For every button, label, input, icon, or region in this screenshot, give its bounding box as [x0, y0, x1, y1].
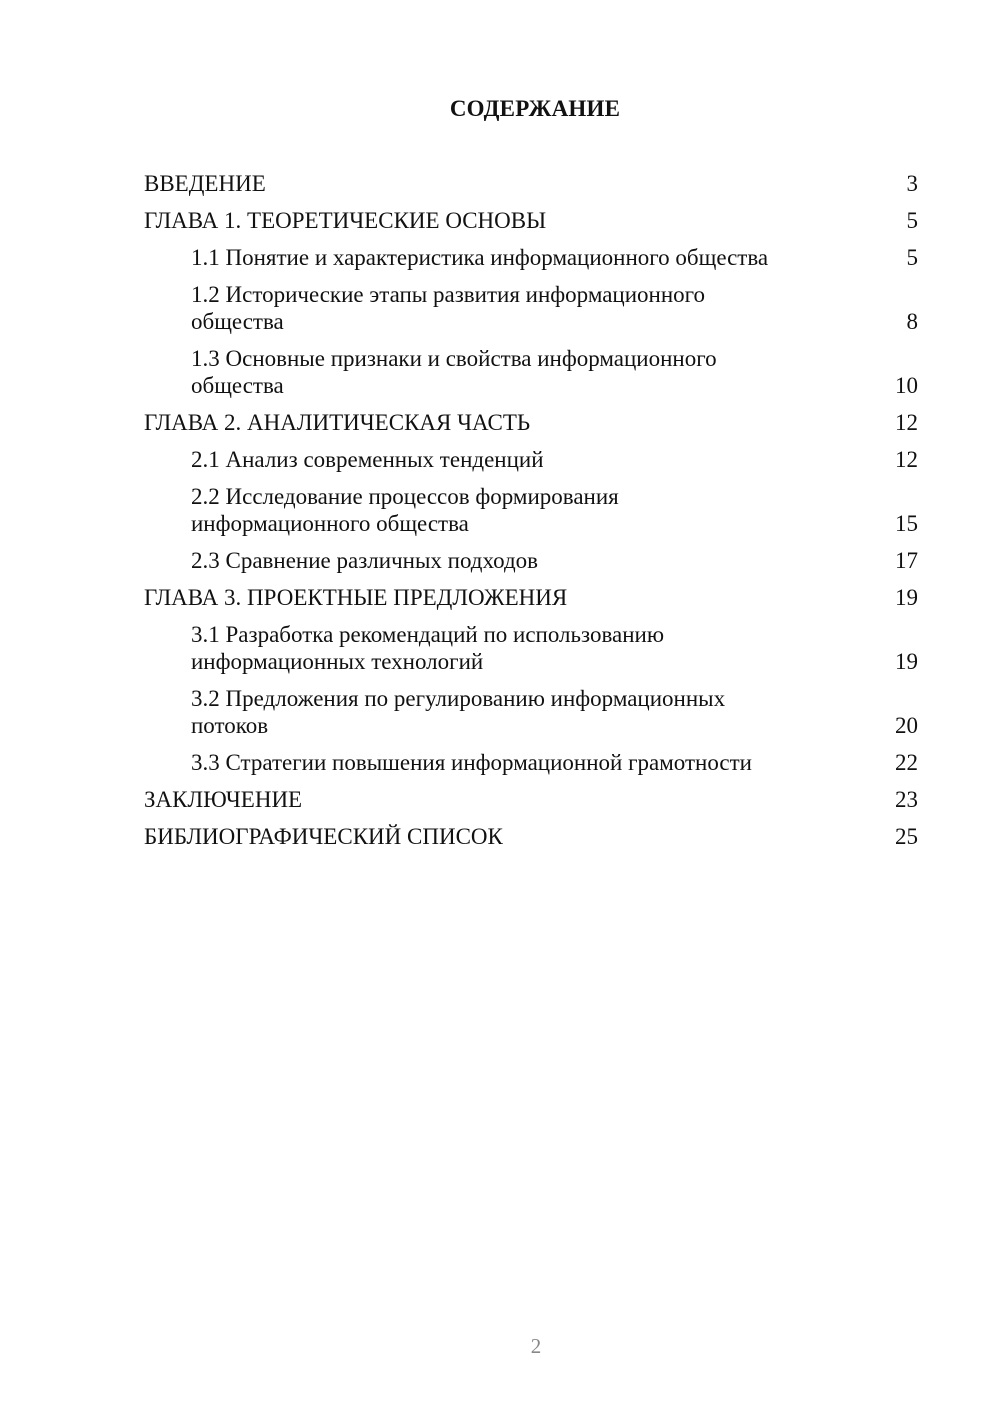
toc-entry-page: 5 — [906, 245, 918, 270]
toc-entry-label: ГЛАВА 2. АНАЛИТИЧЕСКАЯ ЧАСТЬ — [144, 410, 531, 435]
toc-entry-label: 2.2 Исследование процессов формирования информационного общества — [191, 484, 619, 536]
toc-entry-page: 10 — [895, 373, 918, 398]
toc-title: СОДЕРЖАНИЕ — [449, 96, 621, 121]
toc-entry-page: 8 — [906, 309, 918, 334]
page-number: 2 — [530, 1334, 542, 1358]
toc-entry-label: ВВЕДЕНИЕ — [144, 171, 266, 196]
toc-entry-chapter-2[interactable] — [144, 409, 918, 436]
toc-entry-label: 3.3 Стратегии повышения информационной грамотности — [191, 750, 752, 775]
toc-entry-page: 23 — [895, 787, 918, 812]
toc-entry-section-3-1[interactable] — [144, 621, 918, 675]
toc-entry-page: 20 — [895, 713, 918, 738]
toc-entry-chapter-1[interactable] — [144, 207, 918, 234]
toc-entry-section-2-1[interactable] — [144, 446, 918, 473]
toc-entry-label: 1.3 Основные признаки и свойства информационного общества — [191, 346, 717, 398]
toc-entry-introduction[interactable] — [144, 170, 918, 197]
table-of-contents — [144, 170, 918, 860]
toc-entry-label: БИБЛИОГРАФИЧЕСКИЙ СПИСОК — [144, 824, 503, 849]
toc-entry-section-3-2[interactable] — [144, 685, 918, 739]
toc-entry-label: ГЛАВА 1. ТЕОРЕТИЧЕСКИЕ ОСНОВЫ — [144, 208, 547, 233]
toc-entry-bibliography[interactable] — [144, 823, 918, 850]
toc-entry-label: ЗАКЛЮЧЕНИЕ — [144, 787, 303, 812]
toc-entry-page: 25 — [895, 824, 918, 849]
toc-entry-label: 3.2 Предложения по регулированию информационных потоков — [191, 686, 726, 738]
toc-entry-label: 2.3 Сравнение различных подходов — [191, 548, 539, 573]
toc-entry-chapter-3[interactable] — [144, 584, 918, 611]
toc-entry-section-2-2[interactable] — [144, 483, 918, 537]
toc-entry-section-2-3[interactable] — [144, 547, 918, 574]
toc-entry-conclusion[interactable] — [144, 786, 918, 813]
toc-entry-label: 2.1 Анализ современных тенденций — [191, 447, 544, 472]
toc-entry-page: 19 — [895, 585, 918, 610]
toc-entry-page: 17 — [895, 548, 918, 573]
toc-entry-page: 15 — [895, 511, 918, 536]
toc-entry-page: 12 — [895, 447, 918, 472]
toc-entry-section-1-3[interactable] — [144, 345, 918, 399]
toc-entry-page: 5 — [906, 208, 918, 233]
toc-entry-section-1-1[interactable] — [144, 244, 918, 271]
toc-entry-section-1-2[interactable] — [144, 281, 918, 335]
toc-entry-section-3-3[interactable] — [144, 749, 918, 776]
toc-entry-page: 3 — [906, 171, 918, 196]
toc-entry-label: 1.1 Понятие и характеристика информационного общества — [191, 245, 769, 270]
toc-entry-label: ГЛАВА 3. ПРОЕКТНЫЕ ПРЕДЛОЖЕНИЯ — [144, 585, 568, 610]
toc-entry-page: 22 — [895, 750, 918, 775]
toc-entry-page: 19 — [895, 649, 918, 674]
toc-entry-label: 1.2 Исторические этапы развития информационного общества — [191, 282, 706, 334]
toc-entry-label: 3.1 Разработка рекомендаций по использованию информационных технологий — [191, 622, 665, 674]
toc-entry-page: 12 — [895, 410, 918, 435]
